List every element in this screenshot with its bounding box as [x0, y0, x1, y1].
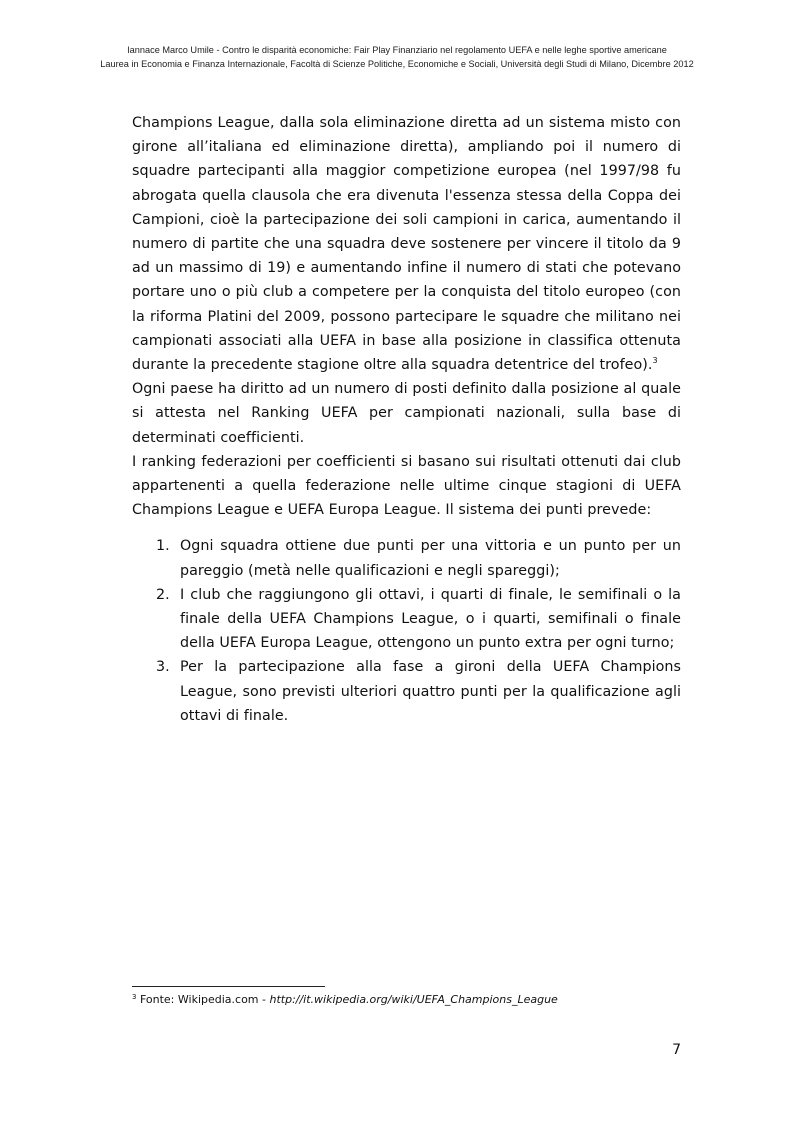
numbered-list	[132, 534, 681, 728]
footnote-divider	[132, 986, 325, 987]
paragraph-text: Champions League, dalla sola eliminazione diretta ad un sistema misto con girone all’italiana ed eliminazione diretta), ampliando poi il numero di squadre partecipanti alla maggior competizione europea (nel 1997/98 fu abrogata quella clausola che era divenuta l'essenza stessa della Coppa dei Campioni, cioè la partecipazione dei soli campioni in carica, aumentando il numero di partite che una squadra deve sostenere per vincere il titolo da 9 ad un massimo di 19) e aumentando infine il numero di stati che potevano portare uno o più club a competere per la conquista del titolo europeo (con la riforma Platini del 2009, possono partecipare le squadre che militano nei campionati associati alla UEFA in base alla posizione in classifica ottenuta durante la precedente stagione oltre alla squadra detentrice del trofeo).	[132, 115, 681, 374]
footnote-link[interactable]: http://it.wikipedia.org/wiki/UEFA_Champions_League	[269, 993, 558, 1006]
running-header	[60, 43, 734, 71]
footnote	[132, 992, 692, 1008]
list-item-text: I club che raggiungono gli ottavi, i quarti di finale, le semifinali o la finale della UEFA Champions League, o i quarti, semifinali o finale della UEFA Europa League, ottengono un punto extra per ogni turno;	[180, 586, 681, 652]
list-item-text: Per la partecipazione alla fase a gironi della UEFA Champions League, sono previsti ulteriori quattro punti per la qualificazione agli ottavi di finale.	[180, 659, 681, 724]
page-number: 7	[672, 1042, 681, 1058]
list-item	[132, 534, 681, 582]
list-item	[132, 655, 681, 728]
footnote-text: Fonte: Wikipedia.com -	[136, 993, 270, 1006]
footnote-reference[interactable]: 3	[652, 356, 658, 366]
list-item-number: 2.	[156, 586, 170, 603]
list-item-number: 3.	[156, 659, 170, 676]
paragraph: Ogni paese ha diritto ad un numero di posti definito dalla posizione al quale si attesta nel Ranking UEFA per campionati nazionali, sulla base di determinati coefficienti.	[132, 381, 681, 446]
header-line-2: Laurea in Economia e Finanza Internazionale, Facoltà di Scienze Politiche, Economiche e Sociali, Università degli Studi di Milano, Dicembre 2012	[100, 59, 694, 69]
main-text	[132, 111, 681, 728]
list-item-number: 1.	[156, 538, 170, 555]
footnote-marker: 3	[132, 993, 137, 1001]
paragraph: I ranking federazioni per coefficienti si basano sui risultati ottenuti dai club appartenenti a quella federazione nelle ultime cinque stagioni di UEFA Champions League e UEFA Europa League. Il sistema dei punti prevede:	[132, 453, 681, 519]
paragraph	[132, 111, 681, 377]
list-item-text: Ogni squadra ottiene due punti per una vittoria e un punto per un pareggio (metà nelle qualificazioni e negli spareggi);	[180, 538, 681, 579]
list-item	[132, 583, 681, 656]
header-line-1: Iannace Marco Umile - Contro le disparità economiche: Fair Play Finanziario nel regolamento UEFA e nelle leghe sportive americane	[127, 45, 667, 55]
